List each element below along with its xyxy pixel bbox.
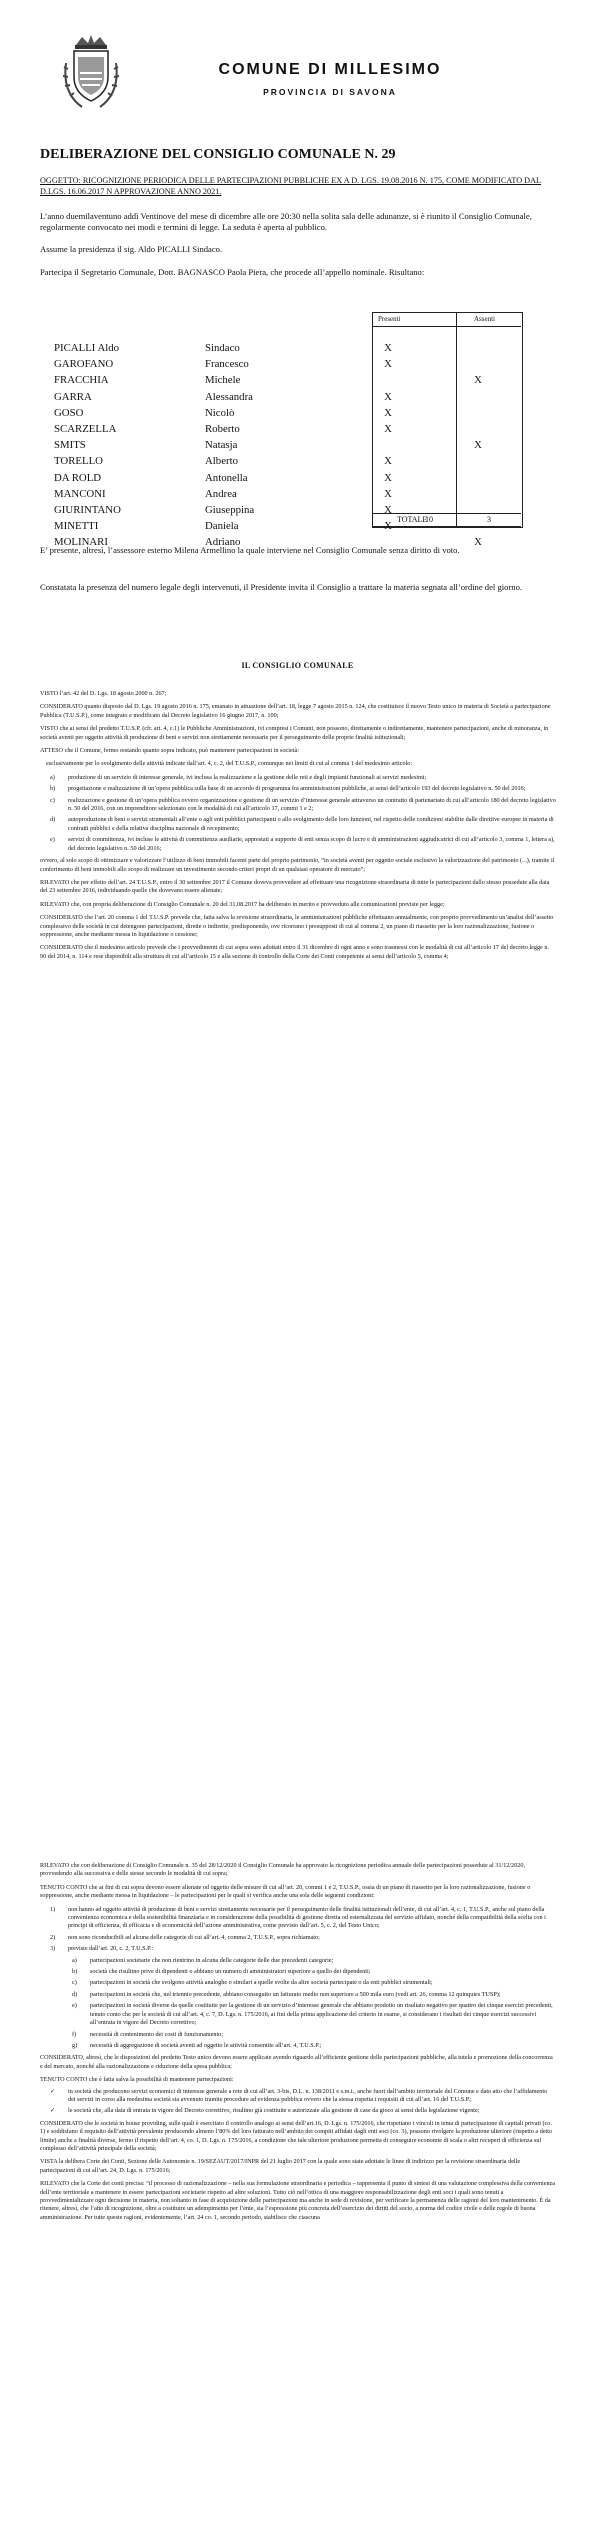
paragraph: CONSIDERATO che le società in house providing, sulle quali è esercitato il controllo analogo ai sensi dell’art.16, D. Lgs. n. 175/2016, che rispettano i vincoli in tema di partecipazione di capitali privati (co. 1) e soddisfano il requisito dell’attività prevalente producendo almeno l’80% del loro fatturato nell’ambito dei compiti affidati dagli enti soci (co. 3), possono rivolgere la produzione ulteriore (rispetto a detto limite) anche a finalità diverse, fermo il rispetto dell’art. 4, co. 1, D. Lgs. n. 175/2016, a condizione che tale ulteriore produzione permetta di conseguire economie di scala o altri recuperi di efficienza sul complesso dell’attività principale della società; [40,2119,553,2152]
municipal-crest-icon [62,33,120,111]
list-item-label: d) [50,816,56,824]
list-item [62,2031,556,2039]
list-item [62,1957,556,1965]
list-item-label: c) [72,1979,77,1987]
member-name: Adriano [205,536,241,549]
paragraph: ATTESO che il Comune, fermo restando quanto sopra indicato, può mantenere partecipazioni in società: [40,747,299,755]
activity-list [40,774,556,853]
intro-paragraph: L’anno duemilaventuno addì Ventinove del mese di dicembre alle ore 20:30 nella solita sala delle adunanze, si è riunito il Consiglio Comunale, regolarmente convocato nei modi e termini di legge. La seduta è aperta al pubblico. [40,211,532,232]
absent-mark: X [474,536,482,549]
list-item-text: previste dall’art. 20, c. 2, T.U.S.P.: [68,1945,154,1953]
present-mark: X [384,520,392,533]
present-mark: X [384,342,392,354]
attendance-row [52,356,514,372]
list-item-text: società che risultino prive di dipendenti o abbiano un numero di amministratori superiore a quello dei dipendenti; [90,1968,371,1976]
check-icon: ✓ [50,2087,56,2095]
paragraph: VISTO l’art. 42 del D. Lgs. 18 agosto 2000 n. 267; [40,690,167,697]
member-name: Alessandra [205,390,253,403]
present-mark: X [384,455,392,468]
list-item-text: non sono riconducibili ad alcuna delle categorie di cui all’art. 4, comma 2, T.U.S.P., sopra richiamato; [68,1933,320,1941]
present-mark: X [384,503,392,516]
member-name: Sindaco [205,342,240,354]
section-title: IL CONSIGLIO COMUNALE [241,661,354,670]
paragraph: CONSIDERATO che l’art. 20 comma 1 del T.U.S.P. prevede che, fatta salva la revisione straordinaria, le amministrazioni pubbliche effettuano annualmente, con proprio provvedimento un’analisi dell’assetto complessivo delle società in cui detengono partecipazioni, dirette o indirette, predisponendo, ove ricorrano i presupposti di cui al comma 2, un piano di riassetto per la loro razionalizzazione, fusione o soppressione, anche mediante messa in liquidazione o cessione; [40,914,554,938]
attendance-row [52,502,514,518]
attendance-row [52,453,514,469]
list-item-text: servizi di committenza, ivi incluse le attività di committenza ausiliarie, apprestati a supporto di enti senza scopo di lucro e di amministrazioni aggiudicatrici di cui all’articolo 3, comma 1, lettera a), del decreto legislativo n. 50 del 2016; [68,836,555,852]
condition-list [40,1906,556,1954]
list-item-text: le società che, alla data di entrata in vigore del Decreto correttivo, risultino già costituite e autorizzate alla gestione di case da gioco ai sensi della legislazione vigente; [68,2107,480,2115]
paragraph: CONSIDERATO, altresì, che le disposizioni del predetto Testo unico devono essere applicate avendo riguardo all’efficiente gestione delle partecipazioni pubbliche, alla tutela e promozione della concorrenza e del mercato, nonché alla razionalizzazione e riduzione della spesa pubblica; [40,2054,553,2070]
attendance-row [52,518,514,534]
member-surname: SCARZELLA [54,422,117,435]
province-name: PROVINCIA DI SAVONA [263,87,397,97]
paragraph: CONSIDERATO che il medesimo articolo prevede che i provvedimenti di cui sopra sono adottati entro il 31 dicembre di ogni anno e sono trasmessi con le modalità di cui all’articolo 17 del decreto legge n. 90 del 2014, n. 114 e rese disponibili alla struttura di cui all’articolo 15 e alla sezione di controllo della Corte dei Conti competente ai sensi dell’articolo 5, comma 4; [40,944,550,960]
member-surname: MINETTI [54,520,99,533]
check-icon: ✓ [50,2107,56,2115]
list-item [40,785,556,793]
list-item-label: c) [50,796,55,804]
assessor-paragraph: E’ presente, altresì, l’assessore esterno Milena Armellino la quale interviene nel Consiglio Comunale senza diritto di voto. [40,545,460,555]
list-item-label: f) [72,2030,77,2038]
list-item [40,1934,556,1942]
member-surname: GIURINTANO [54,503,121,516]
attendance-row [52,470,514,486]
list-item-label: 3) [50,1945,56,1953]
attendance-row [52,372,514,388]
member-name: Francesco [205,358,249,371]
member-surname: GAROFANO [54,358,114,371]
present-mark: X [384,487,392,500]
list-item-text: partecipazioni in società che, nel triennio precedente, abbiano conseguito un fatturato medio non superiore a 500 mila euro (vedi art. 26, comma 12 quinquies TUSP); [90,1990,501,1998]
paragraph: VISTA la delibera Corte dei Conti, Sezione delle Autonomie n. 19/SEZAUT/2017/INPR del 21 luglio 2017 con la quale sono state adottate le linee di indirizzo per la revisione straordinaria delle partecipazioni di cui all’art. 24, D. Lgs. n. 175/2016; [40,2158,521,2174]
member-name: Michele [205,374,241,387]
present-mark: X [384,471,392,484]
total-present: 10 [425,515,433,524]
presidency-line: Assume la presidenza il sig. Aldo PICALLI Sindaco. [40,244,223,254]
member-surname: MOLINARI [54,536,108,549]
paragraph: RILEVATO che la Corte dei conti precisa: “il processo di razionalizzazione – nella sua formulazione straordinaria e periodica – rappresenta il punto di sintesi di una valutazione complessiva della convenienza dell’ente territoriale a mantenere in essere partecipazioni societarie rispetto ad altre soluzioni. Tutto ciò nell’ottica di una maggiore responsabilizzazione degli enti soci i quali sono tenuti a provvedimentalizzare ogni decisione in materia, non soltanto in fase di acquisizione delle partecipazioni ma anche in sede di revisione, per verificare la permanenza delle ragioni del loro mantenimento. È da ritenere, altresì, che l’atto di ricognizione, oltre a costituire un adempimento per l’ente, sia l’espressione più concreta dell’esercizio dei diritti del socio, a norma del codice civile e delle regole di buona amministrazione. Per tutte queste ragioni, evidentemente, l’art. 24 co. 1, secondo periodo, stabilisce che ciascuna [40,2180,556,2221]
list-item [40,797,556,814]
check-list [40,2088,556,2116]
list-item-label: 2) [50,1933,56,1941]
list-item [40,774,556,782]
total-label: TOTALE [397,515,428,524]
list-item [62,2002,556,2027]
member-name: Andrea [205,487,237,500]
attendance-row [52,389,514,405]
attendance-rows [52,340,514,550]
attendance-row [52,421,514,437]
list-item [40,816,556,833]
body-part-1 [40,690,556,966]
attendance-row [52,437,514,453]
member-surname: GOSO [54,406,84,419]
list-item-text: necessità di contenimento dei costi di funzionamento; [90,2030,223,2038]
member-surname: GARRA [54,390,92,403]
member-name: Giuseppina [205,503,255,516]
member-name: Natasja [205,439,238,452]
list-item-text: non hanno ad oggetto attività di produzione di beni e servizi strettamente necessarie per il perseguimento delle finalità istituzionali dell’ente, di cui all’art. 4, c. 1, T.U.S.P., anche sul piano della convenienza economica e della sostenibilità finanziaria e in considerazione della possibilità di gestione diretta od esternalizzata del servizio affidato, nonché della compatibilità della scelta con i principi di efficienza, di efficacia e di economicità dell’azione amministrativa, come previsto dall’art. 5, c. 2, del Testo Unico; [68,1905,546,1930]
paragraph: TENUTO CONTO che ai fini di cui sopra devono essere alienate od oggetto delle misure di cui all’art. 20, commi 1 e 2, T.U.S.P., ossia di un piano di riassetto per la loro razionalizzazione, fusione o soppressione, anche mediante messa in liquidazione – le partecipazioni per le quali si verifica anche una sola delle seguenti condizioni: [40,1883,531,1900]
list-item [40,1906,556,1931]
paragraph: VISTO che ai sensi del predetto T.U.S.P. (cfr. art. 4, c.1) le Pubbliche Amministrazioni, ivi compresi i Comuni, non possono, direttamente o indirettamente, mantenere partecipazioni, anche di minoranza, in società aventi per oggetto attività di produzione di beni e servizi non strettamente necessarie per il perseguimento delle proprie finalità istituzionali; [40,725,549,741]
member-surname: PICALLI Aldo [54,342,120,354]
list-item-label: a) [50,773,55,781]
body-part-2 [40,1862,556,2227]
list-item-text: in società che producono servizi economici di interesse generale a rete di cui all’art. 3-bis, D.L. n. 138/2011 e s.m.i., anche fuori dall’ambito territoriale del Comune e dato atto che l’affidamento dei servizi in corso alla medesima società sia avvenuto tramite procedure ad evidenza pubblica ovvero che la stessa rispetta i requisiti di cui all’art. 16 del T.U.S.P.; [68,2087,548,2103]
member-surname: SMITS [54,439,86,452]
total-absent: 3 [487,515,491,524]
list-item [62,1991,556,1999]
absent-mark: X [474,374,482,387]
list-item-label: e) [50,836,55,844]
list-item [62,2042,556,2050]
list-item [40,2107,556,2115]
attendance-row [52,405,514,421]
member-surname: MANCONI [54,487,106,500]
list-item-label: 1) [50,1905,56,1913]
deliberation-title: DELIBERAZIONE DEL CONSIGLIO COMUNALE N. 29 [40,147,396,162]
paragraph: esclusivamente per lo svolgimento delle attività indicate dall’art. 4, c. 2, del T.U.S.P., comunque nei limiti di cui al comma 1 del medesimo articolo: [46,760,413,768]
list-item [62,1968,556,1976]
list-item-label: b) [72,1968,78,1976]
list-item [40,1945,556,1953]
present-mark: X [384,422,392,435]
member-name: Daniela [205,520,239,533]
attendance-row [52,486,514,502]
subject: OGGETTO: RICOGNIZIONE PERIODICA DELLE PARTECIPAZIONI PUBBLICHE EX A D. LGS. 19.08.2016 N. 175, COME MODIFICATO DAL D.LGS. 16.06.2017 N APPROVAZIONE ANNO 2021. [40,176,541,196]
present-mark: X [384,358,392,371]
list-item-text: realizzazione e gestione di un’opera pubblica ovvero organizzazione e gestione di un servizio d’interesse generale attraverso un contratto di partenariato di cui all’articolo 180 del decreto legislativo n. 50 del 2016, con un imprenditore selezionato con le modalità di cui all’articolo 17, commi 1 e 2; [68,796,556,813]
list-item-text: necessità di aggregazione di società aventi ad oggetto le attività consentite all’art. 4, T.U.S.P.; [90,2041,322,2049]
list-item-label: d) [72,1990,78,1998]
col-absent-header: Assenti [474,315,495,323]
quorum-paragraph: Constatata la presenza del numero legale degli intervenuti, il Presidente invita il Consiglio a trattare la materia segnata all’ordine del giorno. [40,582,523,592]
member-name: Antonella [205,471,248,484]
present-mark: X [384,390,392,403]
list-item-text: produzione di un servizio di interesse generale, ivi inclusa la realizzazione e la gestione delle reti e degli impianti funzionali ai servizi medesimi; [68,773,427,781]
paragraph: RILEVATO che, con propria deliberazione di Consiglio Comunale n. 20 del 31.08.2017 ha deliberato in merito e provveduto alle comunicazioni previste per legge; [40,900,445,908]
list-item [62,1979,556,1987]
municipality-name: COMUNE DI MILLESIMO [218,61,442,78]
absent-mark: X [474,439,482,452]
paragraph: CONSIDERATO quanto disposto dal D. Lgs. 19 agosto 2016 n. 175, emanato in attuazione dell’art. 18, legge 7 agosto 2015 n. 124, che costituisce il nuovo Testo unico in materia di Società a partecipazione Pubblica (T.U.S.P.), come integrato e modificato dal Decreto legislativo 16 giugno 2017, n. 100; [40,703,551,719]
list-item [40,836,556,853]
list-item [40,2088,556,2105]
paragraph: ovvero, al solo scopo di ottimizzare e valorizzare l’utilizzo di beni immobili facenti parte del proprio patrimonio, “in società aventi per oggetto sociale esclusivo la valorizzazione del patrimonio (...), tramite il conferimento di beni immobili allo scopo di realizzare un investimento secondo criteri propri di un qualsiasi operatore di mercato”; [40,857,555,873]
paragraph: TENUTO CONTO che è fatta salva la possibilità di mantenere partecipazioni: [40,2076,234,2084]
member-name: Nicolò [205,406,235,419]
list-item-label: a) [72,1956,77,1964]
list-item-label: g) [72,2041,78,2049]
member-surname: TORELLO [54,455,103,468]
paragraph: RILEVATO che per effetto dell’art. 24 T.U.S.P., entro il 30 settembre 2017 il Comune doveva provvedere ad effettuare una ricognizione straordinaria di tutte le partecipazioni dallo stesso possedute alla data del 23 settembre 2016, individuando quelle che dovevano essere alienate; [40,878,550,895]
present-mark: X [384,406,392,419]
member-name: Alberto [205,455,238,468]
member-name: Roberto [205,422,240,435]
secretary-paragraph: Partecipa il Segretario Comunale, Dott. BAGNASCO Paola Piera, che procede all’appello nominale. Risultano: [40,267,425,277]
member-surname: DA ROLD [54,471,102,484]
list-item-text: partecipazioni societarie che non rientrino in alcuna delle categorie delle due precedenti categorie; [90,1956,334,1964]
sub-condition-list [62,1957,556,2051]
list-item-label: e) [72,2002,77,2010]
list-item-text: progettazione e realizzazione di un’opera pubblica sulla base di un accordo di programma fra amministrazioni pubbliche, ai sensi dell’articolo 193 del decreto legislativo n. 50 del 2016; [68,785,526,793]
paragraph: RILEVATO che con deliberazione di Consiglio Comunale n. 35 del 28/12/2020 il Consiglio Comunale ha approvato la ricognizione periodica annuale delle partecipazioni possedute al 31/12/2020, provvedendo alla successiva e delle stesse secondo le modalità di cui sopra; [40,1862,526,1878]
list-item-label: b) [50,785,56,793]
table-divider [372,326,521,327]
list-item-text: partecipazioni in società diverse da quelle costituite per la gestione di un servizio d’interesse generale che abbiano prodotto un risultato negativo per quattro dei cinque esercizi precedenti, tenuto conto che per le società di cui all’art. 4, c. 7, D. Lgs. n. 175/2016, ai fini della prima applicazione del criterio in esame, si considerano i risultati dei cinque esercizi successivi all’entrata in vigore del Decreto correttivo; [90,2002,553,2027]
attendance-row [52,340,514,356]
col-present-header: Presenti [378,315,401,323]
list-item-text: autoproduzione di beni o servizi strumentali all’ente o agli enti pubblici partecipanti o allo svolgimento delle loro funzioni, nel rispetto delle condizioni stabilite dalle direttive europee in materia di contratti pubblici e della relativa disciplina nazionale di recepimento; [68,816,554,832]
member-surname: FRACCHIA [54,374,109,387]
list-item-text: partecipazioni in società che svolgono attività analoghe o similari a quelle svolte da altre società partecipate o da enti pubblici strumentali; [90,1979,433,1987]
